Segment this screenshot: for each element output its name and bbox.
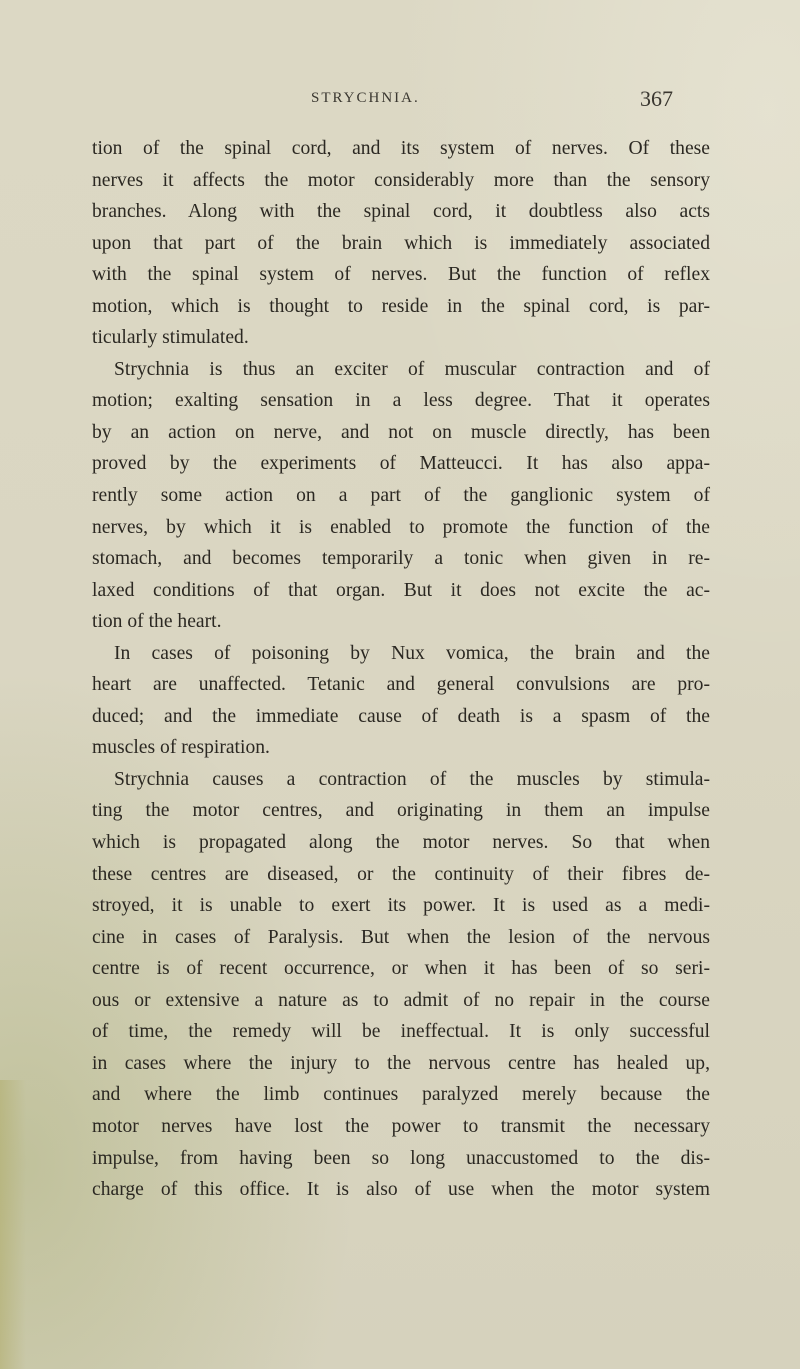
page-edge-stain: [0, 1080, 26, 1369]
page-number: 367: [640, 86, 673, 111]
text-line: rently some action on a part of the ganglionic system of: [92, 485, 710, 507]
text-line: branches. Along with the spinal cord, it doubtless also acts: [92, 201, 710, 223]
body-text: [92, 133, 710, 1206]
text-line: duced; and the immediate cause of death is a spasm of the: [92, 705, 710, 727]
text-line: nerves, by which it is enabled to promote the function of the: [92, 516, 710, 538]
text-line: centre is of recent occurrence, or when it has been of so seri-: [92, 958, 710, 980]
text-line: cine in cases of Paralysis. But when the lesion of the nervous: [92, 926, 710, 948]
text-line: motion; exalting sensation in a less degree. That it operates: [92, 390, 710, 412]
text-line: nerves it affects the motor considerably more than the sensory: [92, 169, 710, 191]
text-line: which is propagated along the motor nerves. So that when: [92, 832, 710, 854]
text-line: tion of the heart.: [92, 611, 222, 633]
text-line: with the spinal system of nerves. But the function of reflex: [92, 264, 710, 286]
text-line: in cases where the injury to the nervous centre has healed up,: [92, 1052, 710, 1074]
running-title: STRYCHNIA.: [311, 90, 420, 106]
text-line: Strychnia causes a contraction of the muscles by stimula-: [114, 768, 710, 790]
text-line: laxed conditions of that organ. But it does not excite the ac-: [92, 579, 710, 601]
text-line: muscles of respiration.: [92, 737, 270, 759]
text-line: tion of the spinal cord, and its system of nerves. Of these: [92, 138, 710, 159]
text-line: impulse, from having been so long unaccustomed to the dis-: [92, 1147, 710, 1169]
text-line: ous or extensive a nature as to admit of no repair in the course: [92, 989, 710, 1011]
text-line: ticularly stimulated.: [92, 327, 249, 349]
text-line: stomach, and becomes temporarily a tonic when given in re-: [92, 548, 710, 570]
text-line: proved by the experiments of Matteucci. It has also appa-: [92, 453, 710, 475]
text-line: by an action on nerve, and not on muscle directly, has been: [92, 421, 710, 443]
text-line: Strychnia is thus an exciter of muscular contraction and of: [114, 358, 710, 380]
text-line: and where the limb continues paralyzed merely because the: [92, 1084, 710, 1106]
text-line: charge of this office. It is also of use when the motor system: [92, 1179, 710, 1201]
text-line: upon that part of the brain which is immediately associated: [92, 232, 710, 254]
text-line: these centres are diseased, or the continuity of their fibres de-: [92, 863, 710, 885]
text-line: motion, which is thought to reside in the spinal cord, is par-: [92, 295, 710, 317]
text-line: of time, the remedy will be ineffectual. It is only successful: [92, 1021, 710, 1043]
text-line: stroyed, it is unable to exert its power. It is used as a medi-: [92, 895, 710, 917]
text-line: heart are unaffected. Tetanic and general convulsions are pro-: [92, 674, 710, 696]
text-line: In cases of poisoning by Nux vomica, the brain and the: [114, 642, 710, 664]
running-head: [0, 86, 800, 116]
text-line: motor nerves have lost the power to transmit the necessary: [92, 1115, 710, 1137]
text-line: ting the motor centres, and originating in them an impulse: [92, 800, 710, 822]
